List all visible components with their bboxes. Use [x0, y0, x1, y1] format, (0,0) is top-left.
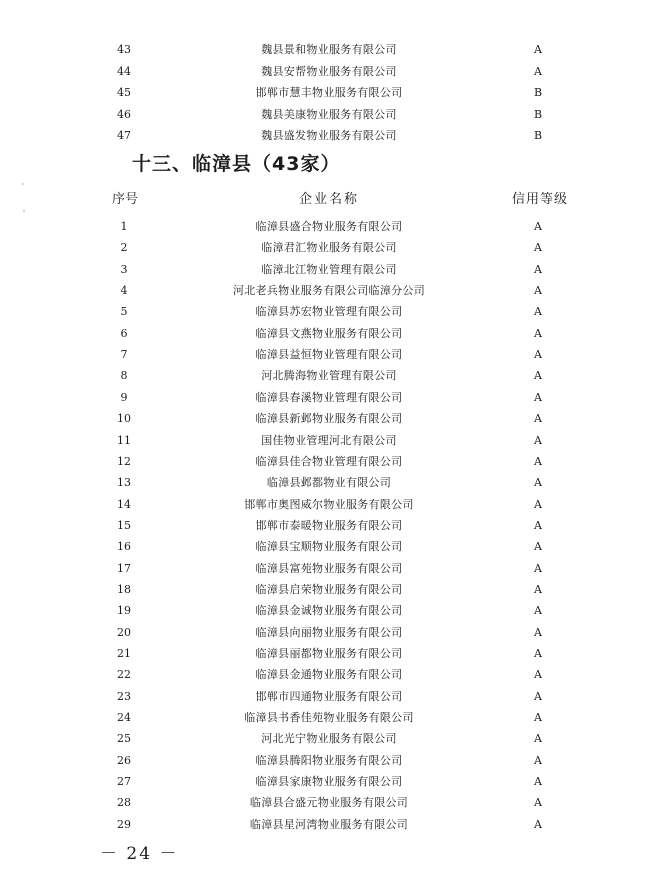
company-name: 临漳县启荣物业服务有限公司 [255, 582, 403, 596]
company-name: 河北腾海物业管理有限公司 [261, 369, 397, 383]
row-number: 1 [120, 220, 128, 233]
credit-grade: A [534, 220, 542, 233]
company-name: 临漳县金通物业服务有限公司 [255, 668, 403, 682]
row-number: 28 [117, 796, 131, 810]
row-number: 24 [117, 711, 131, 725]
table-row [0, 104, 654, 126]
credit-grade: A [534, 540, 542, 554]
table-row [0, 579, 654, 601]
company-name: 魏县盛发物业服务有限公司 [261, 129, 397, 142]
table-row [0, 430, 654, 452]
company-name: 临漳县家康物业服务有限公司 [255, 775, 403, 789]
row-number: 10 [117, 412, 131, 426]
company-name: 临漳县丽都物业服务有限公司 [255, 647, 403, 660]
company-name: 临漳县盛合物业服务有限公司 [255, 220, 403, 233]
credit-grade: A [534, 561, 542, 575]
table-row [0, 39, 654, 61]
credit-grade: A [534, 817, 542, 831]
row-number: 5 [120, 305, 128, 319]
company-name: 河北光宁物业服务有限公司 [261, 732, 397, 746]
company-name: 临漳县星河湾物业服务有限公司 [249, 817, 409, 831]
row-number: 13 [117, 476, 131, 490]
credit-grade: A [534, 625, 542, 639]
company-name: 国佳物业管理河北有限公司 [261, 433, 397, 447]
credit-grade: A [534, 711, 542, 725]
credit-grade: A [534, 369, 542, 383]
company-name: 临漳县腾阳物业服务有限公司 [255, 753, 403, 767]
credit-grade: A [534, 604, 542, 618]
table-row [0, 771, 654, 793]
credit-grade: A [534, 732, 542, 746]
row-number: 17 [117, 561, 131, 575]
company-name: 河北老兵物业服务有限公司临漳分公司 [232, 284, 426, 298]
company-name: 临漳县新邺物业服务有限公司 [255, 412, 403, 426]
credit-grade: A [534, 454, 542, 468]
row-number: 46 [117, 107, 131, 121]
company-name: 临漳县富苑物业服务有限公司 [255, 561, 403, 575]
company-name: 临漳县春溪物业管理有限公司 [255, 390, 403, 404]
table-row [0, 728, 654, 750]
row-number: 27 [117, 775, 131, 789]
company-name: 临漳县金诚物业服务有限公司 [255, 604, 403, 618]
credit-grade: B [533, 129, 543, 142]
table-row [0, 664, 654, 686]
column-header-number: 序号 [111, 192, 138, 207]
company-name: 邯郸市泰暖物业服务有限公司 [255, 518, 403, 532]
company-name: 临漳北江物业管理有限公司 [261, 262, 397, 276]
credit-grade: A [534, 390, 542, 404]
row-number: 18 [117, 582, 131, 596]
credit-grade: A [534, 433, 542, 447]
table-row [0, 237, 654, 259]
table-row [0, 365, 654, 387]
section-title: 十三、临漳县（43家） [132, 153, 341, 175]
table-row [0, 686, 654, 708]
table-row [0, 558, 654, 580]
company-name: 临漳县佳合物业管理有限公司 [255, 454, 403, 468]
row-number: 2 [120, 241, 128, 255]
credit-grade: A [534, 753, 542, 767]
row-number: 26 [117, 753, 131, 767]
table-row [0, 750, 654, 772]
row-number: 29 [117, 817, 131, 831]
credit-grade: A [534, 689, 542, 703]
table-row [0, 323, 654, 345]
row-number: 8 [120, 369, 128, 383]
table-row [0, 451, 654, 473]
company-name: 邯郸市奥图威尔物业服务有限公司 [244, 497, 414, 511]
company-name: 魏县景和物业服务有限公司 [261, 43, 397, 56]
table-row [0, 259, 654, 281]
table-row [0, 280, 654, 302]
credit-grade: A [534, 241, 542, 255]
row-number: 3 [120, 262, 128, 276]
row-number: 22 [117, 668, 131, 682]
table-row [0, 125, 654, 147]
table-row [0, 814, 654, 836]
credit-grade: A [534, 647, 542, 660]
credit-grade: A [534, 796, 542, 810]
credit-grade: A [534, 518, 542, 532]
credit-grade: A [534, 284, 542, 298]
scan-speck [22, 183, 24, 185]
column-header-credit-grade: 信用等级 [511, 192, 568, 207]
row-number: 19 [117, 604, 131, 618]
table-row [0, 387, 654, 409]
company-name: 魏县美康物业服务有限公司 [261, 107, 397, 121]
company-name: 临漳县文燕物业服务有限公司 [255, 326, 403, 340]
credit-grade: A [534, 668, 542, 682]
credit-grade: A [534, 326, 542, 340]
row-number: 12 [117, 454, 131, 468]
company-name: 临漳县书香佳苑物业服务有限公司 [244, 711, 414, 725]
credit-grade: A [534, 412, 542, 426]
credit-grade: A [534, 262, 542, 276]
table-row [0, 494, 654, 516]
table-row [0, 82, 654, 104]
row-number: 47 [117, 129, 131, 142]
credit-grade: A [534, 64, 542, 78]
company-name: 临漳县益恒物业管理有限公司 [255, 348, 403, 362]
table-row [0, 61, 654, 83]
table-row [0, 515, 654, 537]
row-number: 45 [117, 86, 131, 99]
row-number: 25 [117, 732, 131, 746]
table-row [0, 301, 654, 323]
company-name: 临漳君汇物业服务有限公司 [261, 241, 397, 255]
table-row [0, 622, 654, 644]
row-number: 43 [117, 43, 131, 56]
scan-speck [23, 210, 25, 212]
company-name: 临漳县合盛元物业服务有限公司 [249, 796, 409, 810]
row-number: 15 [117, 518, 131, 532]
credit-grade: B [533, 107, 543, 121]
row-number: 7 [120, 348, 128, 362]
company-name: 临漳县苏宏物业管理有限公司 [255, 305, 403, 319]
credit-grade: A [534, 497, 542, 511]
credit-grade: A [534, 582, 542, 596]
row-number: 16 [117, 540, 131, 554]
table-row [0, 344, 654, 366]
row-number: 23 [117, 689, 131, 703]
table-row [0, 216, 654, 238]
credit-grade: A [534, 305, 542, 319]
credit-grade: A [534, 476, 542, 490]
row-number: 6 [120, 326, 128, 340]
table-row [0, 472, 654, 494]
company-name: 临漳县向丽物业服务有限公司 [255, 625, 403, 639]
page-number: － 24 － [100, 844, 179, 864]
table-row [0, 408, 654, 430]
company-name: 临漳县邺都物业有限公司 [266, 476, 392, 490]
row-number: 20 [117, 625, 131, 639]
table-row [0, 536, 654, 558]
column-header-company-name: 企业名称 [298, 192, 359, 207]
row-number: 44 [117, 64, 131, 78]
row-number: 14 [117, 497, 131, 511]
credit-grade: A [534, 43, 542, 56]
credit-grade: A [534, 775, 542, 789]
credit-grade: B [533, 86, 543, 99]
row-number: 21 [117, 647, 131, 660]
credit-grade: A [534, 348, 542, 362]
company-name: 邯郸市慧丰物业服务有限公司 [255, 86, 403, 99]
table-row [0, 643, 654, 665]
row-number: 11 [117, 433, 131, 447]
company-name: 临漳县宝顺物业服务有限公司 [255, 540, 403, 554]
company-name: 邯郸市四通物业服务有限公司 [255, 689, 403, 703]
row-number: 9 [120, 390, 128, 404]
table-row [0, 707, 654, 729]
company-name: 魏县安帮物业服务有限公司 [261, 64, 397, 78]
table-row [0, 792, 654, 814]
row-number: 4 [120, 284, 128, 298]
table-row [0, 600, 654, 622]
